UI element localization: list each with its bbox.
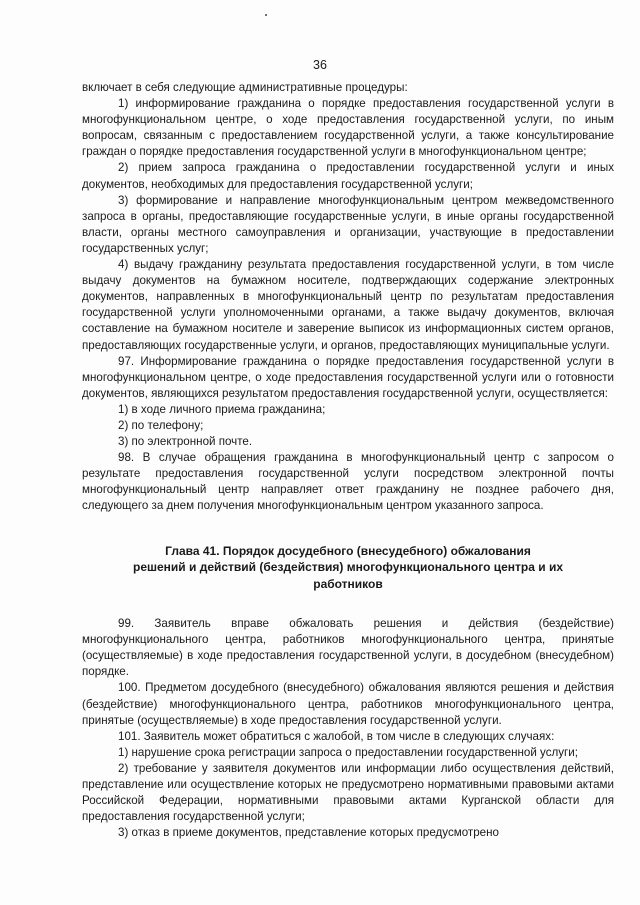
chapter-heading-line: работников — [313, 576, 383, 591]
paragraph: 101. Заявитель может обратиться с жалобой, в том числе в следующих случаях: — [118, 729, 555, 743]
paragraph: 97. Информирование гражданина о порядке предоставления государственной услуги в многофункциональном центре, о ходе предоставления государственной услуги или о готовности документов, являющихся результатом предоставления государственной услуги, осуществляется: — [82, 354, 614, 400]
paragraph: 3) формирование и направление многофункциональным центром межведомственного запроса в органы, предоставляющие государственные услуги, в иные органы государственной власти, органы местного самоуправления и организации, участвующие в предоставлении государственных услуг; — [82, 193, 614, 255]
paragraph: 100. Предметом досудебного (внесудебного) обжалования являются решения и действия (бездействие) многофункционального центра, работников многофункционального центра, принятые (осуществляемые) в ходе предоставления государственной услуги. — [82, 681, 614, 727]
chapter-heading — [102, 543, 594, 593]
paragraph: 1) нарушение срока регистрации запроса о предоставлении государственной услуги; — [118, 745, 578, 759]
paragraph: 3) отказ в приеме документов, представление которых предусмотрено — [118, 826, 499, 840]
paragraph-group-top — [82, 80, 614, 515]
chapter-heading-line: решений и действий (бездействия) многофункционального центра и их — [132, 560, 564, 575]
paragraph: включает в себя следующие административные процедуры: — [82, 81, 408, 94]
paragraph: 98. В случае обращения гражданина в многофункциональный центр с запросом о результате предоставления государственной услуги посредством электронной почты многофункциональный центр направляет ответ гражданину не позднее рабочего дня, следующего за днем получения многофункциональным центром указанного запроса. — [82, 451, 614, 513]
chapter-heading-line: Глава 41. Порядок досудебного (внесудебного) обжалования — [165, 543, 531, 558]
scan-speck — [265, 14, 267, 16]
paragraph: 2) прием запроса гражданина о предоставлении государственной услуги и иных документов, необходимых для предоставления государственной услуги; — [82, 161, 614, 191]
paragraph: 2) по телефону; — [118, 418, 204, 432]
paragraph: 1) информирование гражданина о порядке предоставления государственной услуги в многофункциональном центре, о ходе предоставления государственной услуги, по иным вопросам, связанным с предоставлением государственной услуги, а также консультирование граждан о порядке предоставления государственной услуги в многофункциональном центре; — [82, 97, 614, 159]
paragraph: 4) выдачу гражданину результата предоставления государственной услуги, в том числе выдачу документов на бумажном носителе, подтверждающих содержание электронных документов, направленных в многофункциональный центр по результатам предоставления государственной услуги уполномоченными органами, а также выдачу документов, включая составление на бумажном носителе и заверение выписок из информационных систем органов, предоставляющих государственные услуги, и органов, предоставляющих муниципальные услуги. — [82, 258, 614, 352]
paragraph: 3) по электронной почте. — [118, 435, 253, 449]
paragraph-group-bottom — [82, 616, 614, 841]
page-number: 36 — [313, 58, 327, 72]
paragraph: 2) требование у заявителя документов или информации либо осуществления действий, представление или осуществление которых не предусмотрено нормативными правовыми актами Российской Федерации, нормативными правовыми актами Курганской области для предоставления государственной услуги; — [82, 761, 614, 824]
paragraph: 99. Заявитель вправе обжаловать решения и действия (бездействие) многофункционального центра, работников многофункционального центра, принятые (осуществляемые) в ходе предоставления государственной услуги, в досудебном (внесудебном) порядке. — [82, 617, 614, 679]
paragraph: 1) в ходе личного приема гражданина; — [118, 402, 326, 416]
document-body — [82, 80, 614, 841]
